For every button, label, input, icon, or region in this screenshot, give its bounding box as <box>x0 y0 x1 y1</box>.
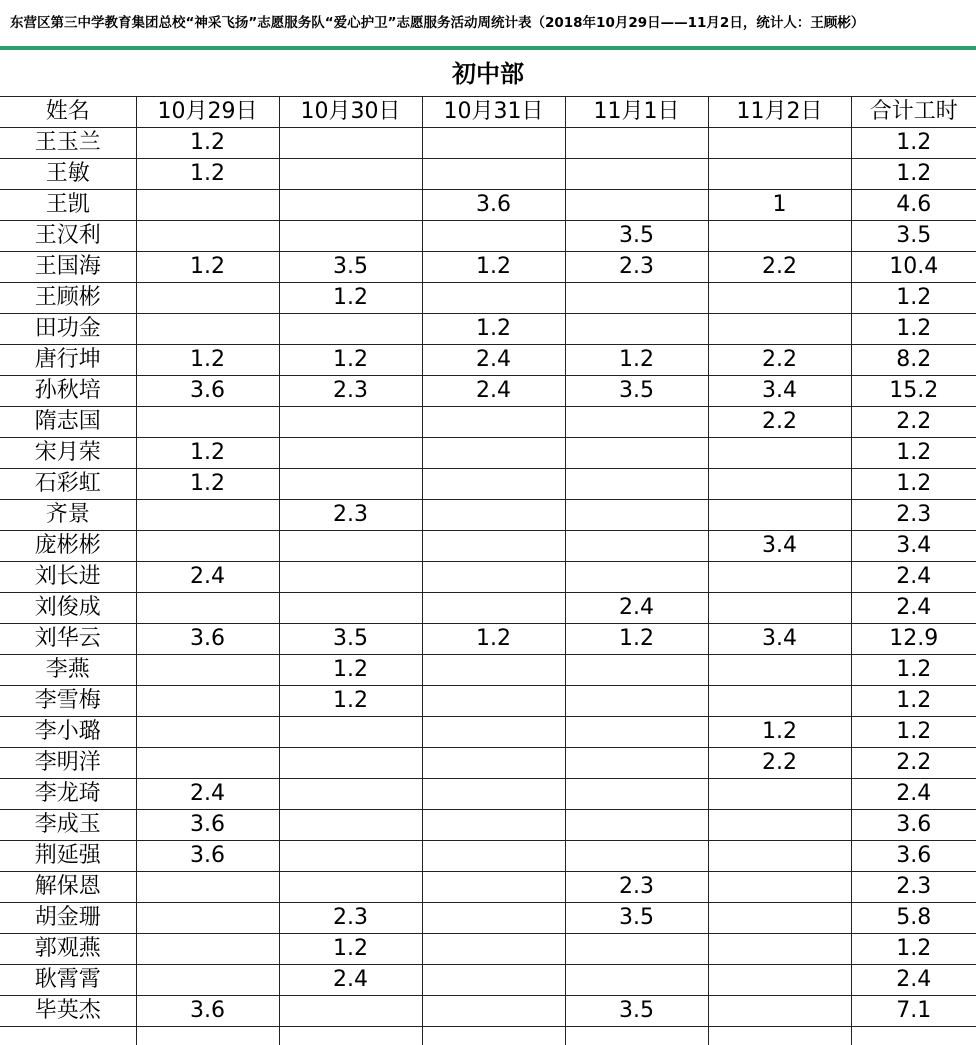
day-cell <box>422 717 565 748</box>
column-header: 11月1日 <box>565 97 708 128</box>
day-cell: 2.4 <box>422 376 565 407</box>
name-cell: 隋志国 <box>0 407 136 438</box>
day-cell <box>279 748 422 779</box>
day-cell: 3.5 <box>279 252 422 283</box>
name-cell: 王顾彬 <box>0 283 136 314</box>
day-cell: 3.6 <box>136 841 279 872</box>
name-cell: 李燕 <box>0 655 136 686</box>
day-cell: 3.5 <box>279 624 422 655</box>
day-cell: 3.6 <box>422 190 565 221</box>
table-row <box>0 593 976 624</box>
total-cell: 1.2 <box>851 934 976 965</box>
total-cell: 1.2 <box>851 314 976 345</box>
day-cell <box>708 159 851 190</box>
day-cell <box>422 748 565 779</box>
day-cell <box>708 438 851 469</box>
day-cell <box>279 407 422 438</box>
table-row <box>0 872 976 903</box>
name-cell: 孙秋培 <box>0 376 136 407</box>
total-cell: 2.2 <box>851 407 976 438</box>
column-header: 10月29日 <box>136 97 279 128</box>
total-cell: 15.2 <box>851 376 976 407</box>
day-cell <box>565 686 708 717</box>
total-cell: 12.9 <box>851 624 976 655</box>
day-cell: 2.4 <box>565 593 708 624</box>
day-cell <box>422 810 565 841</box>
day-cell <box>565 531 708 562</box>
day-cell <box>422 159 565 190</box>
day-cell: 1.2 <box>136 438 279 469</box>
table-row <box>0 407 976 438</box>
day-cell <box>708 810 851 841</box>
day-cell <box>279 190 422 221</box>
table-row <box>0 996 976 1027</box>
day-cell <box>708 872 851 903</box>
empty-cell <box>279 1027 422 1045</box>
table-row <box>0 779 976 810</box>
day-cell: 3.6 <box>136 376 279 407</box>
day-cell <box>136 748 279 779</box>
table-row <box>0 903 976 934</box>
day-cell <box>565 748 708 779</box>
total-cell: 3.5 <box>851 221 976 252</box>
day-cell <box>422 934 565 965</box>
day-cell: 1.2 <box>422 314 565 345</box>
total-cell: 3.6 <box>851 810 976 841</box>
day-cell <box>136 934 279 965</box>
day-cell: 3.5 <box>565 376 708 407</box>
day-cell: 3.4 <box>708 376 851 407</box>
day-cell <box>422 965 565 996</box>
day-cell <box>422 903 565 934</box>
column-header: 姓名 <box>0 97 136 128</box>
day-cell <box>279 841 422 872</box>
total-cell: 2.4 <box>851 593 976 624</box>
day-cell <box>708 283 851 314</box>
day-cell <box>708 500 851 531</box>
day-cell <box>708 655 851 686</box>
total-cell: 2.4 <box>851 562 976 593</box>
table-row <box>0 686 976 717</box>
day-cell: 1.2 <box>136 345 279 376</box>
day-cell: 3.4 <box>708 624 851 655</box>
day-cell: 2.2 <box>708 345 851 376</box>
day-cell: 2.3 <box>279 903 422 934</box>
day-cell: 2.3 <box>279 500 422 531</box>
day-cell <box>708 903 851 934</box>
day-cell <box>565 159 708 190</box>
name-cell: 李成玉 <box>0 810 136 841</box>
day-cell: 2.2 <box>708 407 851 438</box>
day-cell: 2.2 <box>708 748 851 779</box>
day-cell <box>708 314 851 345</box>
name-cell: 解保恩 <box>0 872 136 903</box>
table-row <box>0 810 976 841</box>
day-cell <box>136 903 279 934</box>
day-cell <box>136 314 279 345</box>
day-cell <box>708 221 851 252</box>
day-cell <box>422 221 565 252</box>
name-cell: 荆延强 <box>0 841 136 872</box>
day-cell <box>136 717 279 748</box>
day-cell <box>279 314 422 345</box>
total-cell: 3.4 <box>851 531 976 562</box>
day-cell <box>422 407 565 438</box>
day-cell <box>708 128 851 159</box>
day-cell: 3.5 <box>565 996 708 1027</box>
day-cell: 2.2 <box>708 252 851 283</box>
table-row <box>0 965 976 996</box>
name-cell: 耿霄霄 <box>0 965 136 996</box>
day-cell <box>279 531 422 562</box>
total-cell: 1.2 <box>851 717 976 748</box>
day-cell <box>279 159 422 190</box>
day-cell: 2.4 <box>279 965 422 996</box>
day-cell: 2.4 <box>136 779 279 810</box>
day-cell <box>565 283 708 314</box>
day-cell: 2.4 <box>422 345 565 376</box>
volunteer-hours-table <box>0 96 976 1045</box>
table-row <box>0 252 976 283</box>
total-cell: 1.2 <box>851 283 976 314</box>
day-cell <box>565 655 708 686</box>
sheet-title: 东营区第三中学教育集团总校“神采飞扬”志愿服务队“爱心护卫”志愿服务活动周统计表（2018年10月29日——11月2日，统计人：王顾彬） <box>0 0 976 46</box>
day-cell <box>136 593 279 624</box>
day-cell <box>565 934 708 965</box>
day-cell <box>422 531 565 562</box>
day-cell <box>422 500 565 531</box>
table-row <box>0 376 976 407</box>
day-cell: 1.2 <box>565 345 708 376</box>
table-row <box>0 159 976 190</box>
day-cell <box>136 965 279 996</box>
table-row <box>0 748 976 779</box>
day-cell: 1 <box>708 190 851 221</box>
name-cell: 石彩虹 <box>0 469 136 500</box>
day-cell <box>565 438 708 469</box>
name-cell: 王敏 <box>0 159 136 190</box>
day-cell <box>279 128 422 159</box>
header-row <box>0 97 976 128</box>
day-cell <box>136 500 279 531</box>
day-cell <box>422 593 565 624</box>
day-cell <box>708 686 851 717</box>
day-cell <box>565 128 708 159</box>
day-cell: 3.6 <box>136 624 279 655</box>
day-cell <box>565 841 708 872</box>
day-cell <box>422 283 565 314</box>
name-cell: 齐景 <box>0 500 136 531</box>
table-row <box>0 562 976 593</box>
name-cell: 刘俊成 <box>0 593 136 624</box>
total-cell: 2.4 <box>851 965 976 996</box>
name-cell: 田功金 <box>0 314 136 345</box>
column-header: 合计工时 <box>851 97 976 128</box>
day-cell: 2.3 <box>279 376 422 407</box>
name-cell: 郭观燕 <box>0 934 136 965</box>
total-cell: 2.3 <box>851 500 976 531</box>
day-cell <box>565 407 708 438</box>
day-cell <box>565 469 708 500</box>
table-row <box>0 345 976 376</box>
day-cell: 1.2 <box>422 624 565 655</box>
total-cell: 2.3 <box>851 872 976 903</box>
table-row <box>0 531 976 562</box>
name-cell: 宋月荣 <box>0 438 136 469</box>
day-cell <box>136 686 279 717</box>
total-cell: 10.4 <box>851 252 976 283</box>
day-cell <box>422 686 565 717</box>
day-cell <box>279 469 422 500</box>
day-cell <box>136 872 279 903</box>
name-cell: 唐行坤 <box>0 345 136 376</box>
day-cell <box>565 500 708 531</box>
day-cell <box>708 779 851 810</box>
day-cell: 2.3 <box>565 252 708 283</box>
day-cell <box>565 779 708 810</box>
total-cell: 1.2 <box>851 128 976 159</box>
total-cell: 1.2 <box>851 655 976 686</box>
day-cell <box>708 996 851 1027</box>
day-cell <box>565 190 708 221</box>
day-cell <box>422 128 565 159</box>
total-cell: 4.6 <box>851 190 976 221</box>
day-cell <box>279 438 422 469</box>
day-cell: 1.2 <box>708 717 851 748</box>
day-cell <box>279 779 422 810</box>
day-cell <box>136 655 279 686</box>
total-cell: 1.2 <box>851 686 976 717</box>
table-row <box>0 655 976 686</box>
day-cell <box>422 562 565 593</box>
name-cell: 王凯 <box>0 190 136 221</box>
day-cell <box>279 593 422 624</box>
day-cell: 1.2 <box>136 159 279 190</box>
day-cell <box>279 717 422 748</box>
total-cell: 5.8 <box>851 903 976 934</box>
total-cell: 1.2 <box>851 159 976 190</box>
name-cell: 王国海 <box>0 252 136 283</box>
table-row <box>0 469 976 500</box>
day-cell <box>422 655 565 686</box>
day-cell <box>279 810 422 841</box>
title-divider <box>0 46 976 50</box>
day-cell: 3.5 <box>565 221 708 252</box>
day-cell: 3.6 <box>136 996 279 1027</box>
day-cell <box>136 190 279 221</box>
day-cell <box>136 221 279 252</box>
name-cell: 胡金珊 <box>0 903 136 934</box>
total-cell: 2.4 <box>851 779 976 810</box>
name-cell: 刘华云 <box>0 624 136 655</box>
day-cell <box>422 872 565 903</box>
day-cell: 3.6 <box>136 810 279 841</box>
day-cell: 1.2 <box>422 252 565 283</box>
day-cell <box>565 314 708 345</box>
table-row <box>0 190 976 221</box>
day-cell: 1.2 <box>136 469 279 500</box>
name-cell: 李龙琦 <box>0 779 136 810</box>
day-cell <box>422 996 565 1027</box>
day-cell: 2.4 <box>136 562 279 593</box>
day-cell <box>279 872 422 903</box>
day-cell <box>708 593 851 624</box>
day-cell <box>708 965 851 996</box>
day-cell: 1.2 <box>279 934 422 965</box>
day-cell <box>565 562 708 593</box>
table-row <box>0 221 976 252</box>
day-cell: 1.2 <box>279 345 422 376</box>
table-row <box>0 500 976 531</box>
day-cell <box>279 996 422 1027</box>
name-cell: 王玉兰 <box>0 128 136 159</box>
day-cell <box>279 562 422 593</box>
total-cell: 3.6 <box>851 841 976 872</box>
day-cell <box>279 221 422 252</box>
table-row <box>0 438 976 469</box>
day-cell <box>565 810 708 841</box>
empty-cell <box>708 1027 851 1045</box>
name-cell: 李雪梅 <box>0 686 136 717</box>
table-row <box>0 717 976 748</box>
name-cell: 李小璐 <box>0 717 136 748</box>
day-cell <box>708 934 851 965</box>
empty-cell <box>851 1027 976 1045</box>
day-cell: 3.5 <box>565 903 708 934</box>
section-title: 初中部 <box>0 54 976 96</box>
column-header: 10月30日 <box>279 97 422 128</box>
name-cell: 刘长进 <box>0 562 136 593</box>
day-cell <box>136 283 279 314</box>
day-cell: 1.2 <box>279 686 422 717</box>
day-cell <box>422 841 565 872</box>
day-cell <box>422 469 565 500</box>
name-cell: 王汉利 <box>0 221 136 252</box>
total-cell: 8.2 <box>851 345 976 376</box>
empty-cell <box>422 1027 565 1045</box>
table-row <box>0 841 976 872</box>
column-header: 11月2日 <box>708 97 851 128</box>
column-header: 10月31日 <box>422 97 565 128</box>
name-cell: 李明洋 <box>0 748 136 779</box>
name-cell: 毕英杰 <box>0 996 136 1027</box>
empty-cell <box>565 1027 708 1045</box>
day-cell: 1.2 <box>565 624 708 655</box>
day-cell <box>708 562 851 593</box>
day-cell <box>708 469 851 500</box>
day-cell: 1.2 <box>279 283 422 314</box>
day-cell: 1.2 <box>279 655 422 686</box>
empty-cell <box>136 1027 279 1045</box>
table-row <box>0 283 976 314</box>
day-cell <box>136 407 279 438</box>
table-row <box>0 934 976 965</box>
total-cell: 7.1 <box>851 996 976 1027</box>
day-cell: 1.2 <box>136 128 279 159</box>
table-row <box>0 314 976 345</box>
day-cell: 1.2 <box>136 252 279 283</box>
day-cell <box>708 841 851 872</box>
total-cell: 2.2 <box>851 748 976 779</box>
day-cell: 3.4 <box>708 531 851 562</box>
table-row <box>0 128 976 159</box>
name-cell: 庞彬彬 <box>0 531 136 562</box>
day-cell <box>136 531 279 562</box>
empty-cell <box>0 1027 136 1045</box>
total-cell: 1.2 <box>851 469 976 500</box>
table-row <box>0 624 976 655</box>
day-cell <box>565 717 708 748</box>
empty-row <box>0 1027 976 1045</box>
day-cell <box>422 438 565 469</box>
day-cell: 2.3 <box>565 872 708 903</box>
day-cell <box>565 965 708 996</box>
total-cell: 1.2 <box>851 438 976 469</box>
day-cell <box>422 779 565 810</box>
